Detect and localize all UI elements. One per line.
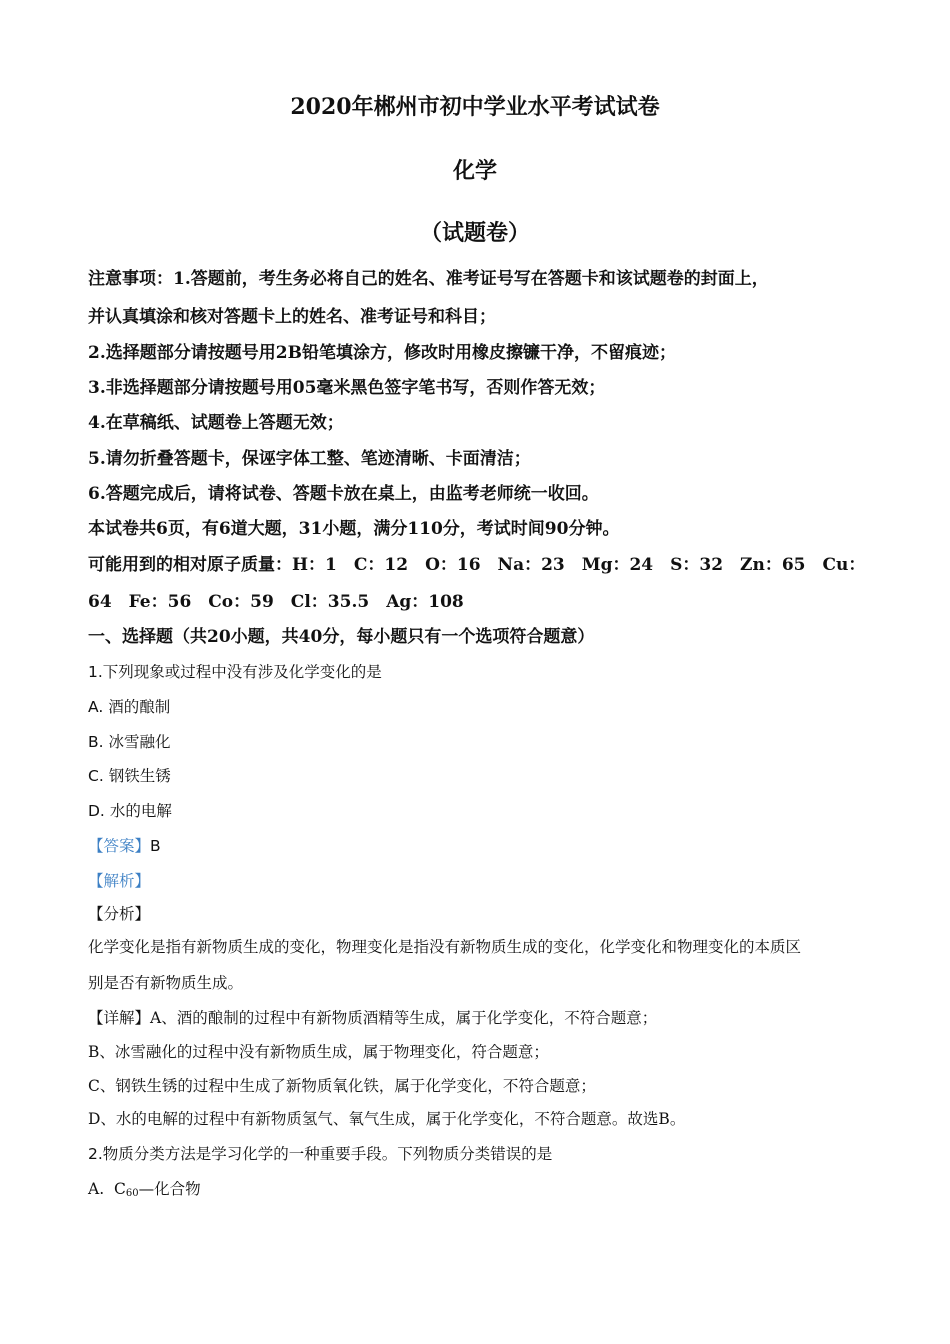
question-number: 1. [88, 663, 103, 681]
option-letter: A. [88, 1180, 105, 1198]
option-text: —化合物 [138, 1180, 201, 1198]
option-text: 水的电解 [109, 802, 172, 820]
question-text: 下列现象或过程中没有涉及化学变化的是 [102, 663, 382, 681]
question-1-detail-line-2: B、冰雪融化的过程中没有新物质生成，属于物理变化，符合题意； [88, 1043, 549, 1061]
notice-line-7: 6.答题完成后，请将试卷、答题卡放在桌上，由监考老师统一收回。 [88, 484, 599, 504]
option-letter: C. [88, 767, 104, 785]
question-1-analysis-tag [88, 871, 862, 891]
exam-title: 2020年郴州市初中学业水平考试试卷 [290, 94, 660, 120]
notice-line-1: 注意事项：1.答题前，考生务必将自己的姓名、准考证号写在答题卡和该试题卷的封面上， [88, 269, 769, 289]
option-letter: D. [88, 802, 105, 820]
analysis-tag: 【解析】 [88, 872, 151, 890]
paper-type-title: （试题卷） [419, 220, 530, 246]
question-1-stem [88, 662, 862, 682]
question-text: 物质分类方法是学习化学的一种重要手段。下列物质分类错误的是 [102, 1145, 553, 1163]
option-text: 钢铁生锈 [108, 767, 171, 785]
question-1-analysis-line-2: 别是否有新物质生成。 [88, 974, 244, 992]
option-text: 冰雪融化 [108, 733, 171, 751]
question-1-detail-line-1 [88, 1008, 862, 1028]
question-number: 2. [88, 1145, 103, 1163]
question-1-option-a [88, 697, 862, 717]
formula-subscript: 60 [125, 1188, 139, 1199]
notice-line-5: 4.在草稿纸、试题卷上答题无效； [88, 413, 344, 433]
atomic-mass-line-1: 可能用到的相对原子质量：H：1 C：12 O：16 Na：23 Mg：24 S：32 Zn：65 Cu： [88, 555, 866, 575]
question-2-stem [88, 1144, 862, 1164]
subject-title: 化学 [452, 158, 497, 184]
formula-element: C [113, 1180, 126, 1198]
question-1-answer [88, 836, 862, 856]
question-1-option-d [88, 801, 862, 821]
option-letter: A. [88, 698, 104, 716]
option-letter: B. [88, 733, 104, 751]
notice-line-6: 5.请勿折叠答题卡，保诬字体工整、笔迹清晰、卡面清洁； [88, 449, 531, 469]
question-1-option-c [88, 766, 862, 786]
detail-text: A、酒的酿制的过程中有新物质酒精等生成，属于化学变化，不符合题意； [150, 1009, 658, 1027]
notice-line-2: 并认真填涂和核对答题卡上的姓名、准考证号和科目； [88, 307, 496, 327]
option-text: 酒的酿制 [108, 698, 171, 716]
atomic-mass-line-2: 64 Fe：56 Co：59 Cl：35.5 Ag：108 [88, 592, 464, 612]
notice-line-4: 3.非选择题部分请按题号用05毫米黑色签字笔书写，否则作答无效； [88, 378, 606, 398]
question-1-option-b [88, 732, 862, 752]
notice-line-8: 本试卷共6页，有6道大题，31小题，满分110分，考试时间90分钟。 [88, 519, 620, 539]
answer-tag: 【答案】 [88, 837, 151, 855]
detail-tag: 【详解】 [88, 1009, 151, 1027]
question-1-analysis-head: 【分析】 [88, 905, 151, 923]
question-2-option-a [88, 1179, 862, 1204]
section-heading-choice: 一、选择题（共20小题，共40分，每小题只有一个选项符合题意） [88, 627, 595, 647]
question-1-analysis-line-1: 化学变化是指有新物质生成的变化，物理变化是指没有新物质生成的变化，化学变化和物理变化的本质区 [88, 938, 802, 956]
notice-line-3: 2.选择题部分请按题号用2B铅笔填涂方，修改时用橡皮擦镰干净，不留痕迹； [88, 343, 676, 363]
question-1-detail-line-3: C、钢铁生锈的过程中生成了新物质氧化铁，属于化学变化，不符合题意； [88, 1077, 596, 1095]
question-1-detail-line-4: D、水的电解的过程中有新物质氢气、氧气生成，属于化学变化，不符合题意。故选B。 [88, 1110, 686, 1128]
answer-value: B [150, 837, 161, 855]
